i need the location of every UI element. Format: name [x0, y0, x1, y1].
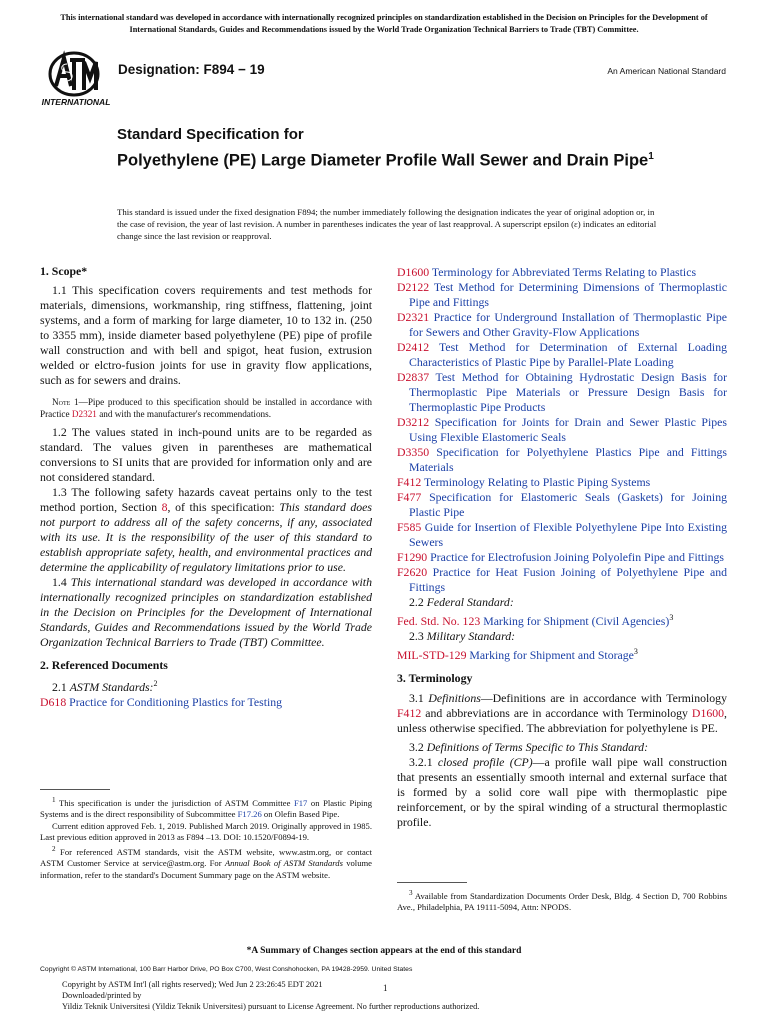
ref-mil-std-129[interactable]: MIL-STD-129 Marking for Shipment and Storage$^3$: [397, 646, 638, 662]
ref-d1600[interactable]: D1600 Terminology for Abbreviated Terms Relating to Plastics: [397, 265, 697, 279]
svg-text:INTERNATIONAL: INTERNATIONAL: [41, 97, 111, 107]
left-footnotes: [40, 795, 372, 881]
ref-d2837[interactable]: D2837 Test Method for Obtaining Hydrostatic Design Basis for Thermoplastic Pipe Materials or Pressure Design Basis for Thermoplastic Pipe Products: [397, 370, 727, 414]
footnote-1: $^1$ This specification is under the jurisdiction of ASTM Committee F17 on Plastic Piping Systems and is the direct responsibility of Subcommittee F17.26 on Olefin Based Pipe.: [40, 796, 372, 820]
section-1-2: 1.2 The values stated in inch-pound units are to be regarded as standard. The values given in parentheses are mathematical conversions to SI units that are provided for information only and are not considered standard.: [40, 425, 372, 484]
section-3-2-1: 3.2.1 closed profile (CP)—a profile wall pipe wall construction that presents an essentially smooth internal and external surface that is formed by a solid core wall pipe with thermoplastic pipe reinforcement, or by the spiral winding of a structural thermoplastic profile.: [397, 754, 727, 829]
page-number: 1: [383, 983, 388, 993]
terminology-heading: 3. Terminology: [397, 670, 473, 685]
ref-d2321[interactable]: D2321 Practice for Underground Installation of Thermoplastic Pipe for Sewers and Other Gravity-Flow Applications: [397, 310, 727, 339]
ref-d3350[interactable]: D3350 Specification for Polyethylene Plastics Pipe and Fittings Materials: [397, 445, 727, 474]
designation: Designation: F894 − 19: [118, 62, 265, 77]
link-section-8[interactable]: 8: [161, 500, 168, 514]
section-2-2: 2.2 Federal Standard:: [409, 595, 514, 609]
ref-d2412[interactable]: D2412 Test Method for Determination of External Loading Characteristics of Plastic Pipe by Parallel-Plate Loading: [397, 340, 727, 369]
copyright-line: Copyright © ASTM International, 100 Barr Harbor Drive, PO Box C700, West Conshohocken, PA 19428-2959. United States: [40, 966, 413, 973]
ref-f477[interactable]: F477 Specification for Elastomeric Seals (Gaskets) for Joining Plastic Pipe: [397, 490, 727, 519]
section-1-4: 1.4 This international standard was developed in accordance with internationally recognized principles on standardization established in the Decision on Principles for the Development of International Standards, Guides and Recommendations issued by the World Trade Organization Technical Barriers to Trade (TBT) Committee.: [40, 575, 372, 649]
referenced-documents-heading: 2. Referenced Documents: [40, 658, 168, 672]
right-footnotes: [397, 888, 727, 914]
right-column: [397, 265, 727, 830]
ref-fed-std-123[interactable]: Fed. Std. No. 123 Marking for Shipment (Civil Agencies)$^3$: [397, 613, 674, 628]
tbt-notice: This international standard was developed in accordance with internationally recognized principles on standardization established in the Decision on Principles for the Development of International Standards, Guides and Recommendations issued by the World Trade Organization Technical Barriers to Trade (TBT) Committee.: [60, 13, 708, 34]
summary-of-changes-notice: *A Summary of Changes section appears at the end of this standard: [246, 946, 522, 956]
section-2-1: 2.1 ASTM Standards:$^2$: [52, 679, 158, 694]
astm-logo: [40, 50, 112, 108]
ref-f412[interactable]: F412 Terminology Relating to Plastic Piping Systems: [397, 475, 651, 489]
ref-d3212[interactable]: D3212 Specification for Joints for Drain and Sewer Plastic Pipes Using Flexible Elastomeric Seals: [397, 415, 727, 444]
issuance-statement: This standard is issued under the fixed designation F894; the number immediately following the designation indicates the year of original adoption or, in the case of revision, the year of last revision. A number in parentheses indicates the year of last reapproval. A superscript epsilon (ε) indicates an editorial change since the last revision or reapproval.: [117, 207, 657, 241]
link-d1600[interactable]: D1600: [691, 705, 725, 720]
footnote-rule-left: [40, 789, 110, 790]
section-3-2: 3.2 Definitions of Terms Specific to This Standard:: [409, 739, 649, 754]
left-column: [40, 264, 372, 710]
link-d2321[interactable]: D2321: [71, 409, 97, 419]
title-line-1: Standard Specification for: [117, 126, 304, 143]
footnote-2: $^2$ For referenced ASTM standards, visit the ASTM website, www.astm.org, or contact ASTM Customer Service at service@astm.org. For Annual Book of ASTM Standards volume information, refer to the standard's Document Summary page on the ASTM website.: [40, 844, 372, 880]
scope-heading: 1. Scope*: [40, 264, 88, 278]
link-f17[interactable]: F17: [293, 797, 308, 808]
ref-f1290[interactable]: F1290 Practice for Electrofusion Joining Polyolefin Pipe and Fittings: [397, 550, 725, 564]
footnote-1-edition: Current edition approved Feb. 1, 2019. Published March 2019. Originally approved in 1985. Last previous edition approved in 2013 as F894 –13. DOI: 10.1520/F0894-19.: [40, 820, 372, 843]
note-1: Note 1—Pipe produced to this specification should be installed in accordance with Practice D2321 and with the manufacturer's recommendations.: [40, 397, 372, 419]
download-stamp: Copyright by ASTM Int'l (all rights reserved); Wed Jun 2 23:26:45 EDT 2021 Downloaded/printed by Yildiz Teknik Universitesi (Yildiz Teknik Universitesi) pursuant to License Agreement. No further reproductions authorized.: [62, 980, 480, 1011]
section-1-3: 1.3 The following safety hazards caveat pertains only to the test method portion, Section 8, of this specification: This standard does not purport to address all of the safety concerns, if any, associated with its use. It is the responsibility of the user of this standard to establish appropriate safety, health, and environmental practices and determine the applicability of regulatory limitations prior to use.: [40, 485, 372, 574]
footnote-rule-right: [397, 882, 467, 883]
document-title: Polyethylene (PE) Large Diameter Profile Wall Sewer and Drain Pipe$^1$: [117, 151, 654, 170]
ref-d2122[interactable]: D2122 Test Method for Determining Dimensions of Thermoplastic Pipe and Fittings: [397, 280, 727, 309]
footnote-3: $^3$ Available from Standardization Documents Order Desk, Bldg. 4 Section D, 700 Robbins Ave., Philadelphia, PA 19111-5094, Attn: NPODS.: [397, 889, 727, 913]
referenced-standards-list: [397, 265, 727, 595]
ref-f585[interactable]: F585 Guide for Insertion of Flexible Polyethylene Pipe Into Existing Sewers: [397, 520, 727, 549]
ref-d618[interactable]: D618 Practice for Conditioning Plastics for Testing: [40, 694, 283, 709]
ref-f2620[interactable]: F2620 Practice for Heat Fusion Joining of Polyethylene Pipe and Fittings: [397, 565, 727, 594]
american-national-standard: An American National Standard: [607, 66, 726, 76]
section-3-1: 3.1 Definitions—Definitions are in accordance with Terminology F412 and abbreviations are in accordance with Terminology D1600, unless otherwise specified. The abbreviation for polyethylene is PE.: [397, 690, 727, 735]
link-f17-26[interactable]: F17.26: [237, 809, 262, 820]
section-1-1: 1.1 This specification covers requirements and test methods for materials, dimensions, workmanship, ring stiffness, flattening, joint systems, and a form of marking for large diameter, 10 to 132 in. (250 to 3355 mm), inside diameter based polyethylene (PE) pipe of profile wall construction and with bell and spigot, heat fusion, extrusion welded or elctro-fusion joints for use in gravity flow applications, such as for sewers and drains.: [40, 283, 372, 387]
link-f412[interactable]: F412: [397, 705, 422, 720]
section-2-3: 2.3 Military Standard:: [409, 628, 516, 643]
